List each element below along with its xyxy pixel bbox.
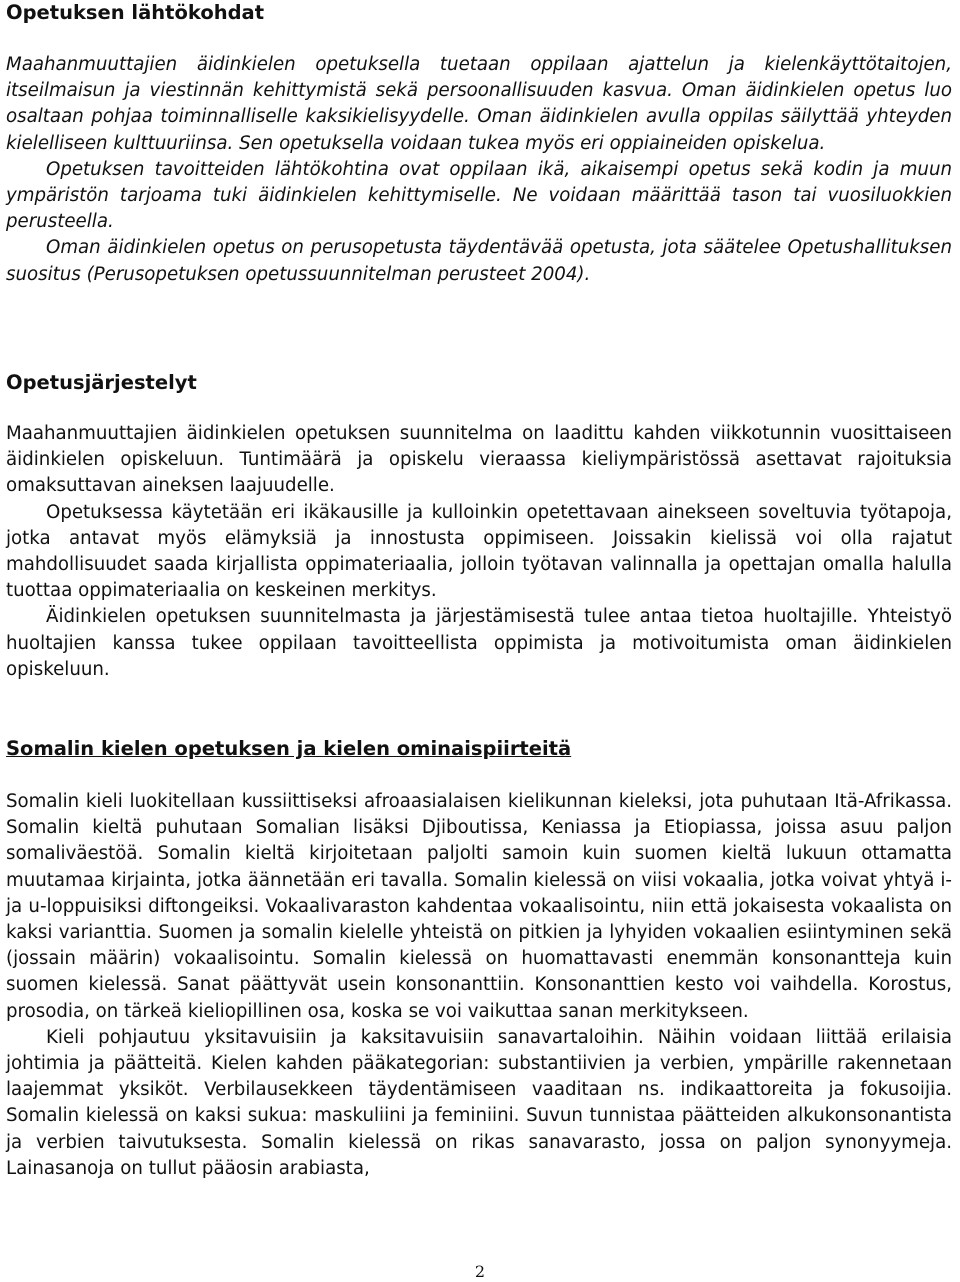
paragraph: Opetuksessa käytetään eri ikäkausille ja kulloinkin opetettavaan ainekseen soveltuvia työtapoja, jotka antavat myös elämyksiä ja innostusta oppimiseen. Joissakin kielissä voi olla rajatut mahdollisuudet saada kirjallista oppimateriaalia, jolloin työtavan valinnalla ja opettajan omalla halulla tuottaa oppimateriaalia on keskeinen merkitys. <box>6 501 952 602</box>
section-heading-somalin-kieli: Somalin kielen opetuksen ja kielen ominaispiirteitä <box>6 737 572 760</box>
paragraph: Maahanmuuttajien äidinkielen opetuksen suunnitelma on laadittu kahden viikkotunnin vuosittaiseen äidinkielen opiskeluun. Tuntimäärä ja opiskelu vieraassa kieliympäristössä asettavat rajoituksia omaksuttavan aineksen laajuudelle. <box>6 423 952 497</box>
section-body-opetusjarjestelyt <box>6 421 952 683</box>
section-heading-opetusjarjestelyt: Opetusjärjestelyt <box>6 371 197 394</box>
paragraph: Somalin kieli luokitellaan kussiittiseksi afroaasialaisen kielikunnan kieleksi, jota puhutaan Itä-Afrikassa. Somalin kieltä puhutaan Somalian lisäksi Djiboutissa, Keniassa ja Etiopiassa, joissa asuu paljon somaliväestöä. Somalin kieltä kirjoitetaan paljolti samoin kuin suomen kieltä lukuun ottamatta muutamaa kirjainta, jotka äännetään eri tavalla. Somalin kielessä on viisi vokaalia, jotka voivat yhtyä i- ja u-loppuisiksi diftongeiksi. Vokaalivaraston kahdentaa vokaalisointu, niin että jokaisesta vokaalista on kaksi varianttia. Suomen ja somalin kielelle yhteistä on pitkien ja lyhyiden vokaalien esiintyminen sekä (jossain määrin) vokaalisointu. Somalin kielessä on huomattavasti enemmän konsonantteja kuin suomen kielessä. Sanat päättyvät usein konsonanttiin. Konsonanttien kesto voi vaihdella. Korostus, prosodia, on tärkeä kieliopillinen osa, koska se voi vaikuttaa sanan merkitykseen. <box>6 791 952 1022</box>
paragraph: Oman äidinkielen opetus on perusopetusta täydentävää opetusta, jota säätelee Opetushallituksen suositus (Perusopetuksen opetussuunnitelman perusteet 2004). <box>6 237 952 285</box>
page-number: 2 <box>474 1262 486 1281</box>
paragraph: Äidinkielen opetuksen suunnitelmasta ja järjestämisestä tulee antaa tietoa huoltajille. Yhteistyö huoltajien kanssa tukee oppilaan tavoitteellista oppimista ja motivoitumista oman äidinkielen opiskeluun. <box>6 606 952 680</box>
section-body-somalin-kieli <box>6 789 952 1182</box>
paragraph: Maahanmuuttajien äidinkielen opetuksella tuetaan oppilaan ajattelun ja kielenkäyttötaitojen, itseilmaisun ja viestinnän kehittymistä sekä persoonallisuuden kasvua. Oman äidinkielen opetus luo osaltaan pohjaa toiminnalliselle kaksikielisyydelle. Oman äidinkielen avulla oppilas säilyttää yhteyden kielelliseen kulttuuriinsa. Sen opetuksella voidaan tukea myös eri oppiaineiden opiskelua. <box>6 54 952 154</box>
paragraph: Opetuksen tavoitteiden lähtökohtina ovat oppilaan ikä, aikaisempi opetus sekä kodin ja muun ympäristön tarjoama tuki äidinkielen kehittymiselle. Ne voidaan määrittää tason tai vuosiluokkien perusteella. <box>6 158 952 233</box>
section-heading-opetuksen-lahtokohdat: Opetuksen lähtökohdat <box>6 1 265 24</box>
section-body-opetuksen-lahtokohdat <box>6 52 952 288</box>
paragraph: Kieli pohjautuu yksitavuisiin ja kaksitavuisiin sanavartaloihin. Näihin voidaan liittää erilaisia johtimia ja päätteitä. Kielen kahden pääkategorian: substantiivien ja verbien, ympärille rakennetaan laajemmat yksiköt. Verbilausekkeen täydentämiseen vaaditaan ns. indikaattoreita ja fokusoijia. Somalin kielessä on kaksi sukua: maskuliini ja feminiini. Suvun tunnistaa päätteiden alkukonsonantista ja verbien taivutuksesta. Somalin kielessä on rikas sanavarasto, jossa on paljon synonyymeja. Lainasanoja on tullut pääosin arabiasta, <box>6 1026 952 1179</box>
